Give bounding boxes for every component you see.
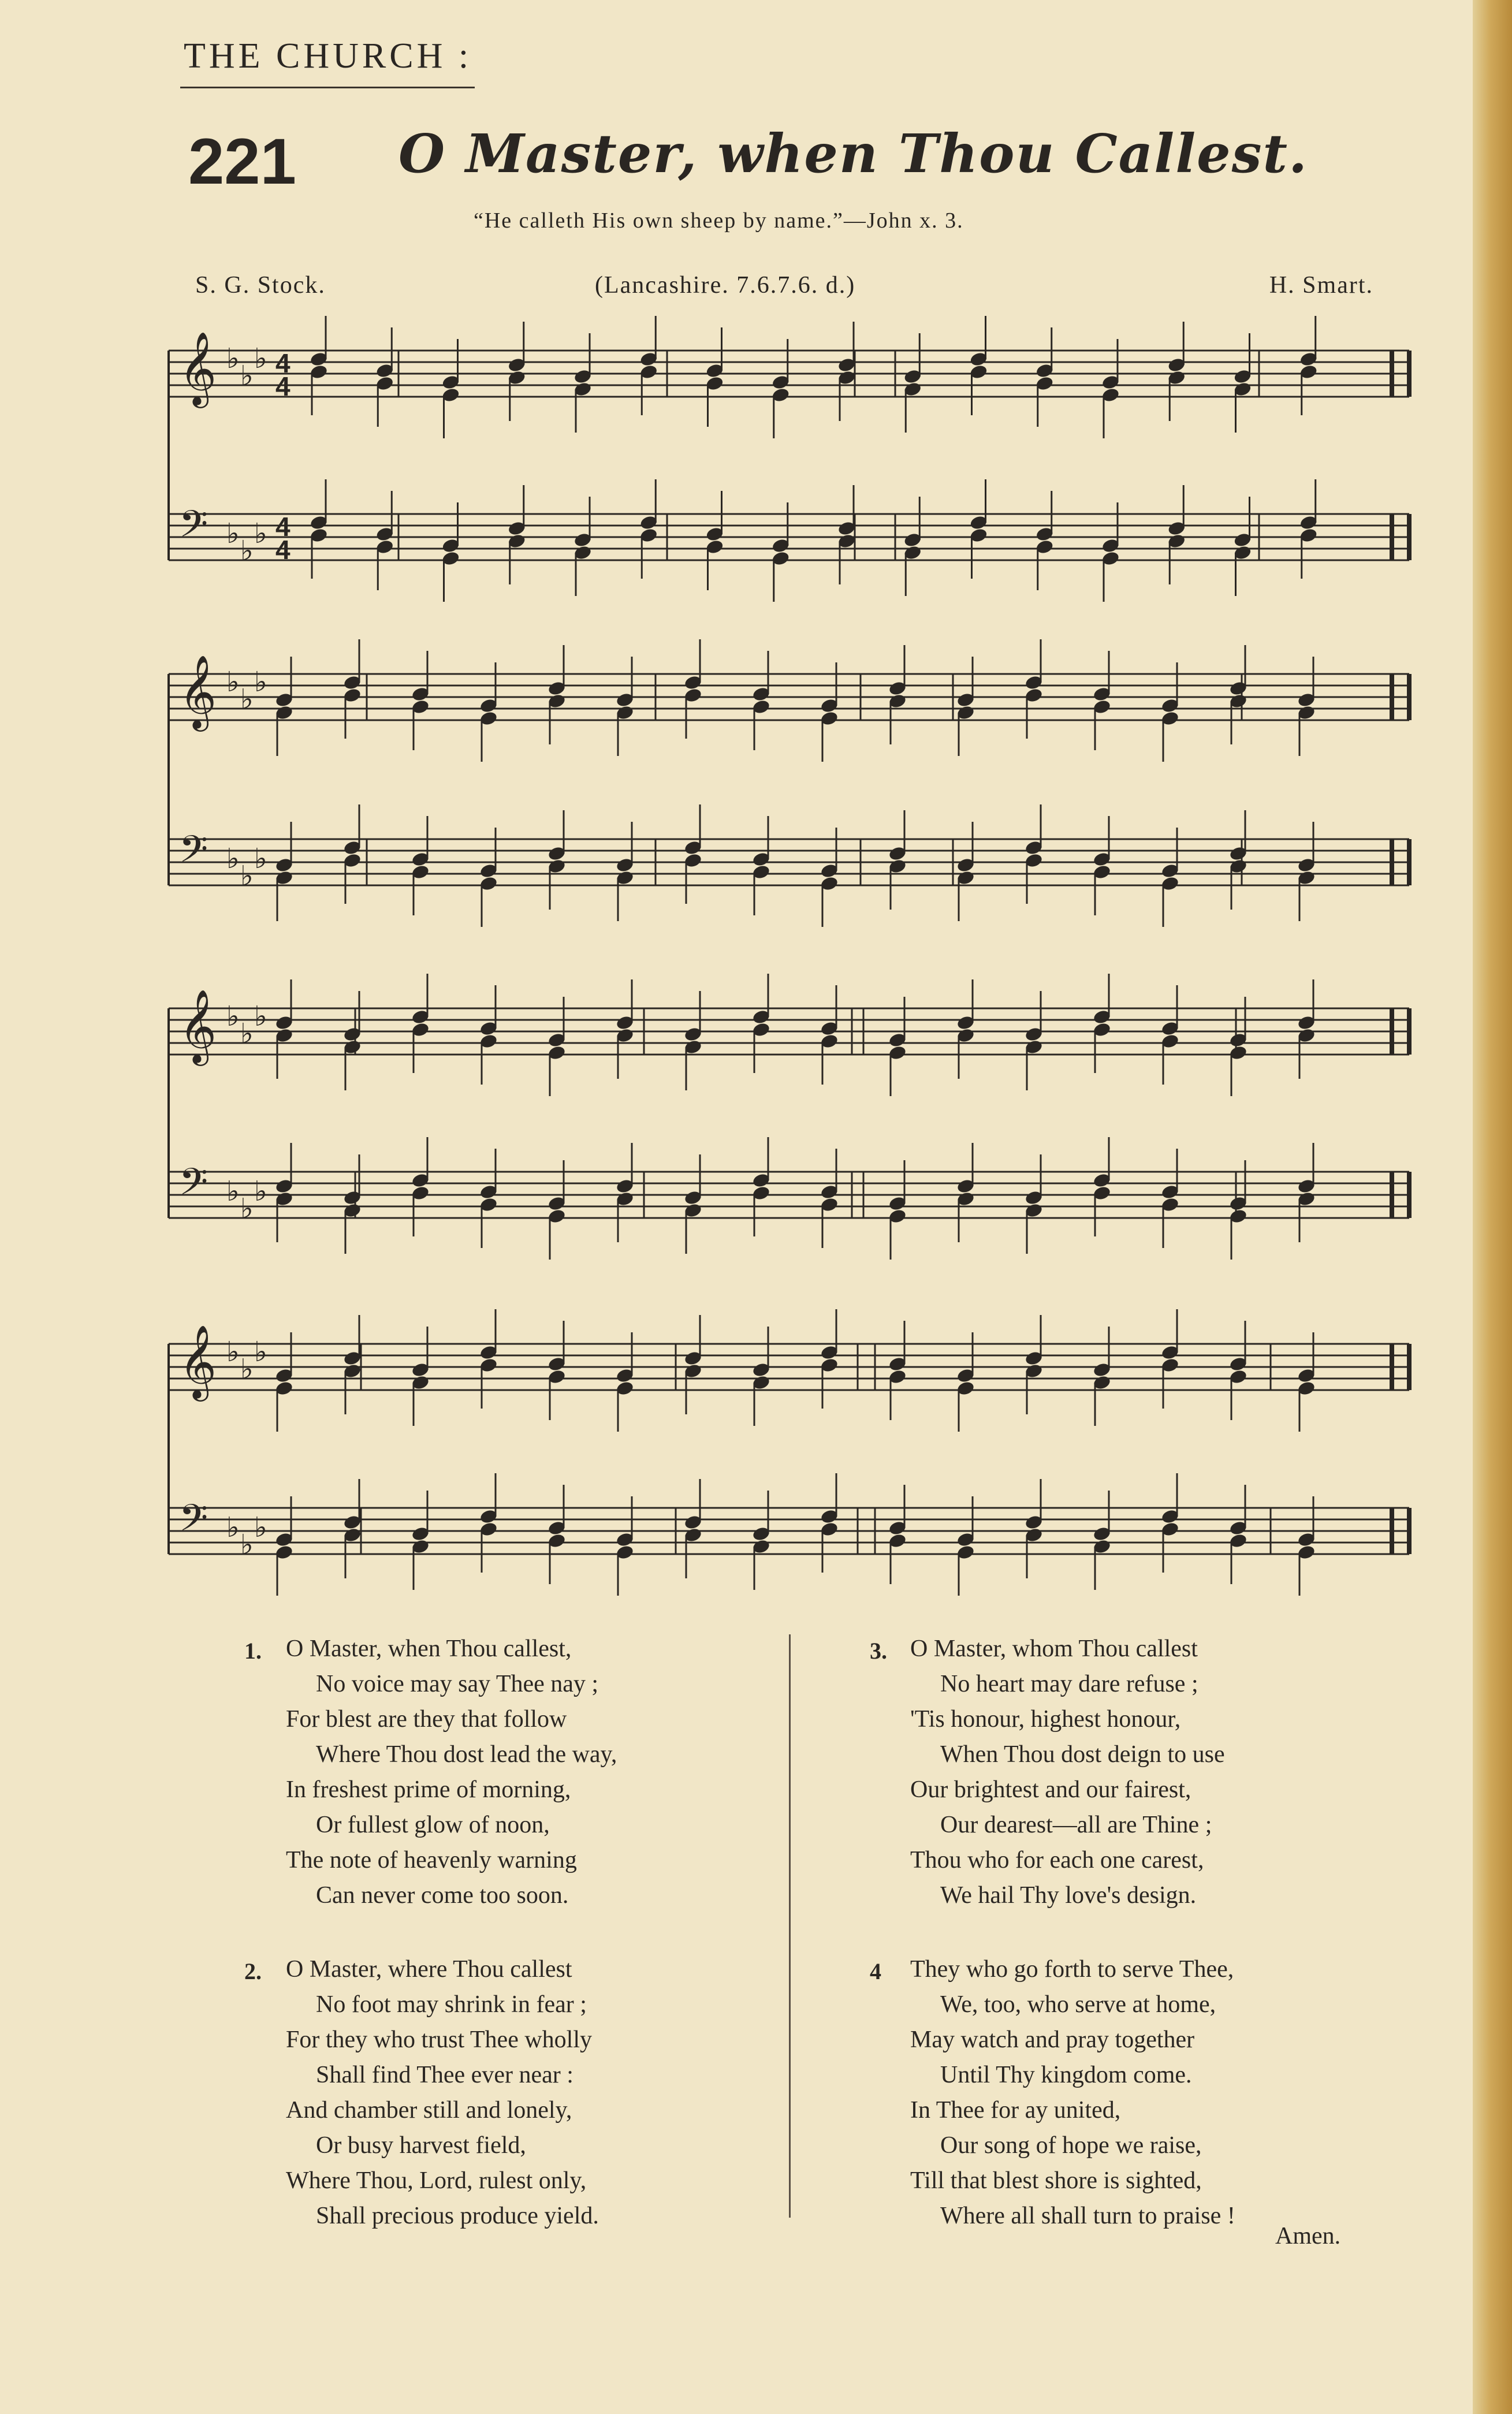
verse-line: We hail Thy love's design.: [940, 1882, 1197, 1909]
verse-line: In Thee for ay united,: [910, 2097, 1121, 2124]
bass-clef: 𝄢: [179, 503, 208, 555]
flat-sign: ♭: [226, 1175, 240, 1208]
verse-line: The note of heavenly warning: [286, 1847, 577, 1873]
verse-number: 2.: [244, 1958, 262, 1984]
flat-sign: ♭: [240, 1193, 254, 1225]
flat-sign: ♭: [240, 1018, 254, 1050]
composer-credit: H. Smart.: [1269, 272, 1373, 299]
verse-number: 1.: [244, 1638, 262, 1664]
verse-line: Thou who for each one carest,: [910, 1847, 1204, 1873]
flat-sign: ♭: [240, 1529, 254, 1561]
verse-number: 3.: [870, 1638, 887, 1664]
treble-clef: 𝄞: [179, 1324, 217, 1398]
flat-sign: ♭: [226, 342, 240, 375]
verse-line: O Master, whom Thou callest: [910, 1636, 1198, 1662]
verse-line: Our song of hope we raise,: [940, 2132, 1202, 2159]
verse-line: Until Thy kingdom come.: [940, 2062, 1192, 2088]
bass-clef: 𝄢: [179, 828, 208, 880]
verse-line: 'Tis honour, highest honour,: [910, 1706, 1181, 1733]
verse-line: Shall precious produce yield.: [316, 2203, 599, 2229]
verse-column-divider: [789, 1634, 791, 2218]
flat-sign: ♭: [240, 360, 254, 392]
flat-sign: ♭: [226, 843, 240, 875]
verse-line: Shall find Thee ever near :: [316, 2062, 573, 2088]
verse-line: Where Thou, Lord, rulest only,: [286, 2167, 587, 2194]
time-signature: 4: [275, 535, 291, 565]
verse-line: Our brightest and our fairest,: [910, 1776, 1191, 1803]
verse-line: May watch and pray together: [910, 2026, 1195, 2053]
flat-sign: ♭: [240, 1353, 254, 1385]
hymn-title: O Master, when Thou Callest.: [399, 122, 1309, 185]
verse-4: [870, 1952, 1235, 2234]
flat-sign: ♭: [226, 1000, 240, 1033]
flat-sign: ♭: [226, 1336, 240, 1368]
flat-sign: ♭: [240, 683, 254, 716]
treble-clef: 𝄞: [179, 654, 217, 728]
verse-line: Where Thou dost lead the way,: [316, 1741, 617, 1768]
verse-line: When Thou dost deign to use: [940, 1741, 1225, 1768]
verse-line: In freshest prime of morning,: [286, 1776, 571, 1803]
bass-clef: 𝄢: [179, 1497, 208, 1549]
running-head: THE CHURCH :: [184, 36, 472, 76]
flat-sign: ♭: [254, 342, 267, 375]
verse-line: For they who trust Thee wholly: [286, 2026, 593, 2053]
flat-sign: ♭: [254, 843, 267, 875]
bass-clef: 𝄢: [179, 1161, 208, 1213]
verse-line: They who go forth to serve Thee,: [910, 1956, 1234, 1983]
author-credit: S. G. Stock.: [195, 272, 326, 299]
verse-3: [870, 1631, 1225, 1913]
verse-line: Till that blest shore is sighted,: [910, 2167, 1202, 2194]
flat-sign: ♭: [226, 1511, 240, 1544]
flat-sign: ♭: [254, 1511, 267, 1544]
flat-sign: ♭: [254, 517, 267, 550]
amen: Amen.: [1275, 2223, 1341, 2249]
verse-line: Our dearest—all are Thine ;: [940, 1812, 1212, 1838]
time-signature: 4: [275, 512, 291, 542]
epigraph: “He calleth His own sheep by name.”—John x. 3.: [474, 208, 964, 233]
flat-sign: ♭: [226, 666, 240, 698]
verse-line: No foot may shrink in fear ;: [316, 1991, 587, 2018]
treble-clef: 𝄞: [179, 989, 217, 1063]
verse-line: And chamber still and lonely,: [286, 2097, 572, 2124]
flat-sign: ♭: [254, 666, 267, 698]
verse-number: 4: [870, 1958, 881, 1984]
flat-sign: ♭: [240, 860, 254, 892]
verse-2: [244, 1952, 599, 2234]
time-signature: 4: [275, 371, 291, 401]
verse-line: For blest are they that follow: [286, 1706, 567, 1733]
verse-line: Can never come too soon.: [316, 1882, 569, 1909]
time-signature: 4: [275, 348, 291, 378]
verse-line: Or busy harvest field,: [316, 2132, 526, 2159]
treble-clef: 𝄞: [179, 331, 217, 405]
flat-sign: ♭: [226, 517, 240, 550]
flat-sign: ♭: [254, 1000, 267, 1033]
verse-line: No heart may dare refuse ;: [940, 1671, 1198, 1697]
verse-line: O Master, when Thou callest,: [286, 1636, 572, 1662]
verse-line: Or fullest glow of noon,: [316, 1812, 550, 1838]
tune-credit: (Lancashire. 7.6.7.6. d.): [595, 272, 856, 299]
verse-line: Where all shall turn to praise !: [940, 2203, 1235, 2229]
verse-line: No voice may say Thee nay ;: [316, 1671, 599, 1697]
verse-line: O Master, where Thou callest: [286, 1956, 572, 1983]
hymn-number: 221: [188, 125, 296, 198]
flat-sign: ♭: [240, 535, 254, 567]
flat-sign: ♭: [254, 1336, 267, 1368]
flat-sign: ♭: [254, 1175, 267, 1208]
verse-line: We, too, who serve at home,: [940, 1991, 1216, 2018]
verse-1: [244, 1631, 617, 1913]
